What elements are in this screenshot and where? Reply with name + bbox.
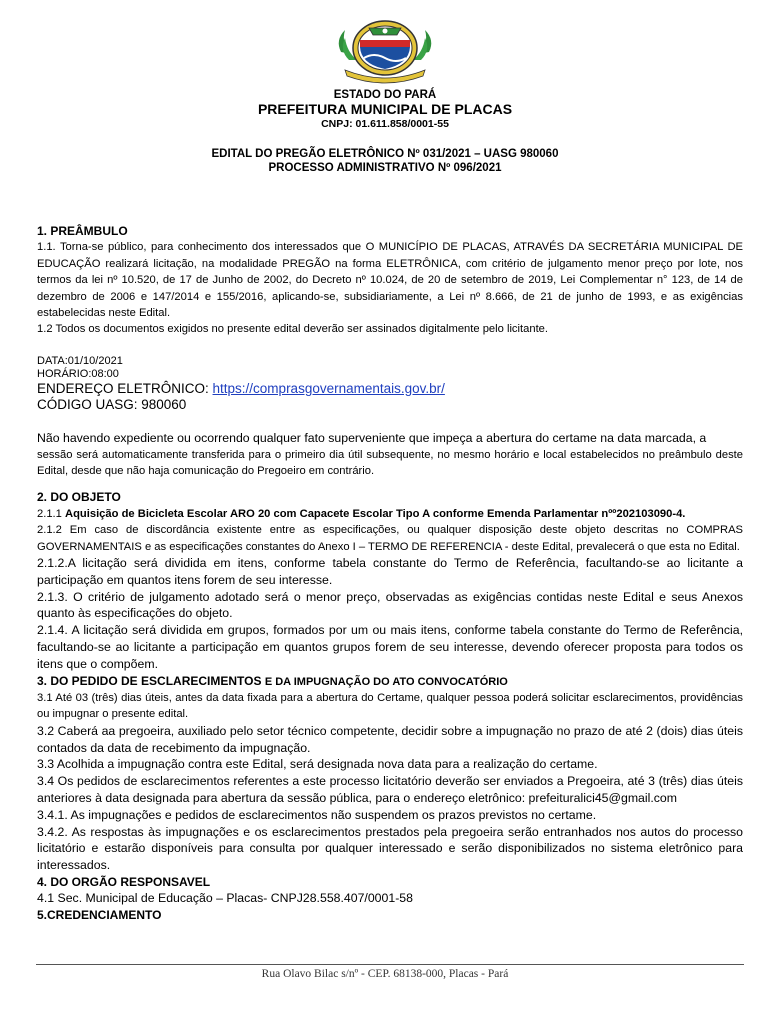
paragraph-4-1: 4.1 Sec. Municipal de Educação – Placas- CNPJ28.558.407/0001-58 <box>37 891 413 906</box>
uasg-line: CÓDIGO UASG: 980060 <box>37 396 187 412</box>
edital-title: EDITAL DO PREGÃO ELETRÔNICO Nº 031/2021 – UASG 980060 <box>211 148 559 160</box>
footer-address: Rua Olavo Bilac s/nº - CEP. 68138-000, Placas - Pará <box>261 968 509 980</box>
paragraph-1-2: 1.2 Todos os documentos exigidos no presente edital deverão ser assinados digitalmente pelo licitante. <box>37 323 549 336</box>
time-line: HORÁRIO:08:00 <box>37 367 119 380</box>
notice-rest: sessão será automaticamente transferida para o primeiro dia útil subsequente, no mesmo horário e local estabelecidos no preâmbulo deste Edital, desde que não haja comunicação do Pregoeiro em contrário. <box>37 448 743 478</box>
paragraph-2-1-1-prefix: 2.1.1 <box>37 507 65 520</box>
process-title: PROCESSO ADMINISTRATIVO Nº 096/2021 <box>268 162 502 174</box>
paragraph-2-1-2: 2.1.2 Em caso de discordância existente entre as especificações, ou qualquer disposição deste objeto descritas no COMPRAS GOVERNAMENTAIS e as especificações constantes do Anexo I – TERMO DE REFERENCIA - deste Edital, prevalecerá o que esta no Edital. <box>37 524 743 553</box>
paragraph-1-1: 1.1. Torna-se público, para conhecimento dos interessados que O MUNICÍPIO DE PLACAS, ATRAVÉS DA SECRETÁRIA MUNICIPAL DE EDUCAÇÃO realizará licitação, na modalidade PREGÃO na forma ELETRÔNICA, com critério de julgamento menor preço por lote, nos termos da lei nº 10.520, de 17 de Junho de 2002, do Decreto nº 10.024, de 20 de setembro de 2019, Lei Complementar n° 123, de 14 de dezembro de 2006 e 147/2014 e 155/2016, aplicando-se, subsidiariamente, a Lei nº 8.666, de 21 de junho de 1993, e as exigências estabelecidas neste Edital. <box>37 241 743 320</box>
section-3-title <box>37 673 743 690</box>
notice-lead: Não havendo expediente ou ocorrendo qualquer fato superveniente que impeça a abertura do certame na data marcada, a <box>37 430 707 445</box>
prefecture-heading: PREFEITURA MUNICIPAL DE PLACAS <box>257 101 513 117</box>
spacer <box>37 413 743 430</box>
spacer <box>37 338 743 355</box>
electronic-address-line <box>37 381 743 397</box>
object-description: Aquisição de Bicicleta Escolar ARO 20 com Capacete Escolar Tipo A conforme Emenda Parlamentar nºº202103090-4. <box>65 507 686 520</box>
section-2-title: 2. DO OBJETO <box>37 490 121 505</box>
paragraph-3-4-1: 3.4.1. As impugnações e pedidos de esclarecimentos não suspendem os prazos previstos no certame. <box>37 807 597 822</box>
paragraph-3-4-2: 3.4.2. As respostas às impugnações e os esclarecimentos prestados pela pregoeira serão entranhados nos autos do processo licitatório e estarão disponíveis para consulta por qualquer interessado e serão disponibilizados no sistema eletrônico para interessados. <box>37 824 743 873</box>
paragraph-2-1-2-a: 2.1.2.A licitação será dividida em itens, conforme tabela constante do Termo de Referência, facultando-se ao licitante a participação em quantos itens forem de seu interesse. <box>37 556 743 587</box>
cnpj-heading: CNPJ: 01.611.858/0001-55 <box>321 118 449 130</box>
coat-of-arms-icon <box>331 14 439 84</box>
section-3-title-b: E DA IMPUGNAÇÃO DO ATO CONVOCATÓRIO <box>264 675 508 688</box>
paragraph-3-2: 3.2 Caberá aa pregoeira, auxiliado pelo setor técnico competente, decidir sobre a impugnação no prazo de até 2 (dois) dias úteis contados da data de recebimento da impugnação. <box>37 723 743 755</box>
section-5-title: 5.CREDENCIAMENTO <box>37 908 162 923</box>
address-label: ENDEREÇO ELETRÔNICO: <box>37 380 213 396</box>
section-4-title: 4. DO ORGÃO RESPONSAVEL <box>37 875 211 890</box>
compras-link[interactable]: https://comprasgovernamentais.gov.br/ <box>212 380 445 396</box>
state-heading: ESTADO DO PARÁ <box>333 89 437 101</box>
paragraph-3-3: 3.3 Acolhida a impugnação contra este Edital, será designada nova data para a realização do certame. <box>37 757 598 772</box>
paragraph-3-4: 3.4 Os pedidos de esclarecimentos referentes a este processo licitatório deverão ser enviados a Pregoeira, até 3 (três) dias úteis anteriores à data designada para abertura da sessão pública, para o endereço eletrônico: prefeituralici45@gmail.com <box>37 774 743 806</box>
paragraph-2-1-3: 2.1.3. O critério de julgamento adotado será o menor preço, observadas as exigências contidas neste Edital e seus Anexos quanto às especificações do objeto. <box>37 589 743 621</box>
section-1-title: 1. PREÂMBULO <box>37 224 128 238</box>
footer-divider <box>36 964 744 965</box>
paragraph-3-1: 3.1 Até 03 (três) dias úteis, antes da data fixada para a abertura do Certame, qualquer pessoa poderá solicitar esclarecimentos, providências ou impugnar o presente edital. <box>37 692 743 721</box>
date-line: DATA:01/10/2021 <box>37 354 123 367</box>
paragraph-2-1-1 <box>37 506 743 522</box>
paragraph-2-1-4: 2.1.4. A licitação será dividida em grupos, formados por um ou mais itens, conforme tabela constante do Termo de Referência, facultando-se ao licitante a participação em quantos grupos forem de seu interesse, devendo oferecer proposta para todos os itens que o compõem. <box>37 623 743 671</box>
section-3-title-a: 3. DO PEDIDO DE ESCLARECIMENTOS <box>37 673 265 688</box>
document-body <box>37 223 743 924</box>
spacer <box>37 479 743 489</box>
